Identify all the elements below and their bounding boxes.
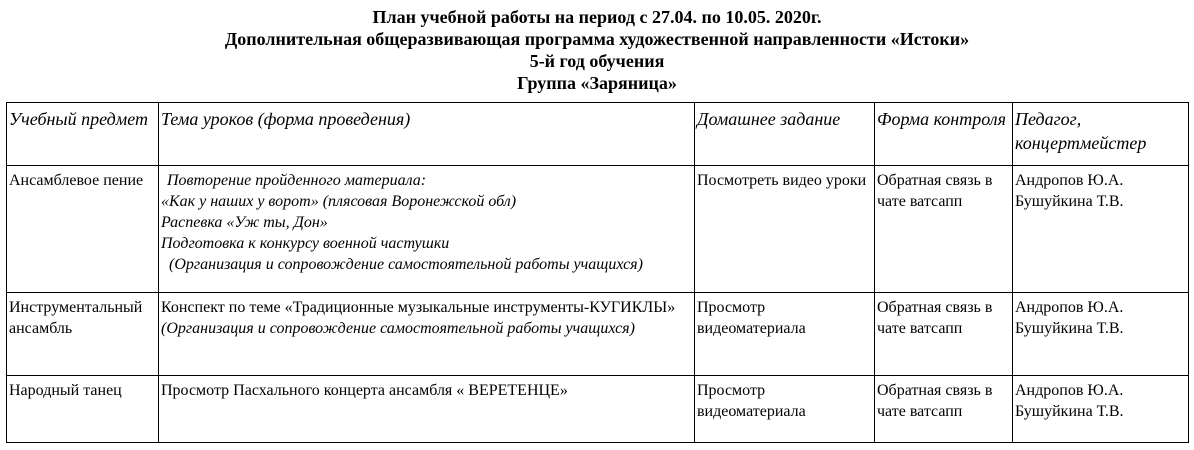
teacher-name: Андропов Ю.А. [1015,382,1124,399]
subject-cell: Ансамблевое пение [7,166,159,293]
subject-cell: Народный танец [7,376,159,443]
document-header [0,6,1194,94]
column-header-subject: Учебный предмет [7,103,159,166]
topic-cell [159,166,695,293]
subject-cell: Инструментальный ансамбль [7,293,159,376]
teacher-cell [1013,166,1189,293]
table-header-row [7,103,1189,166]
table-row [7,376,1189,443]
topic-line: Повторение пройденного материала: [167,172,427,189]
table-row [7,293,1189,376]
homework-cell: Просмотр видеоматериала [695,293,875,376]
teacher-name: Бушуйкина Т.В. [1015,403,1124,420]
topic-line: Подготовка к конкурсу военной частушки [161,235,450,252]
teacher-name: Андропов Ю.А. [1015,299,1124,316]
homework-cell: Посмотреть видео уроки [695,166,875,293]
teacher-name: Бушуйкина Т.В. [1015,193,1124,210]
topic-line: Распевка «Уж ты, Дон» [161,214,328,231]
column-header-teacher: Педагог, концертмейстер [1013,103,1189,166]
teacher-name: Бушуйкина Т.В. [1015,320,1124,337]
column-header-topic: Тема уроков (форма проведения) [159,103,695,166]
topic-text: Конспект по теме «Традиционные музыкальные инструменты-КУГИКЛЫ» [161,299,676,316]
topic-line: «Как у наших у ворот» (плясовая Воронежской обл) [161,193,517,210]
control-cell: Обратная связь в чате ватсапп [875,166,1013,293]
program-title: Дополнительная общеразвивающая программа художественной направленности «Истоки» [224,29,970,49]
teacher-cell [1013,376,1189,443]
plan-title: План учебной работы на период с 27.04. по 10.05. 2020г. [372,7,822,27]
study-plan-table [6,102,1189,443]
topic-cell [159,293,695,376]
homework-cell: Просмотр видеоматериала [695,376,875,443]
group-name: Группа «Заряница» [517,73,677,93]
teacher-cell [1013,293,1189,376]
column-header-homework: Домашнее задание [695,103,875,166]
table-row [7,166,1189,293]
topic-line: (Организация и сопровождение самостоятельной работы учащихся) [169,256,643,273]
study-year: 5-й год обучения [529,51,665,71]
column-header-control: Форма контроля [875,103,1013,166]
teacher-name: Андропов Ю.А. [1015,172,1124,189]
topic-cell: Просмотр Пасхального концерта ансамбля « ВЕРЕТЕНЦЕ» [159,376,695,443]
control-cell: Обратная связь в чате ватсапп [875,376,1013,443]
topic-note: (Организация и сопровождение самостоятельной работы учащихся) [161,320,635,337]
control-cell: Обратная связь в чате ватсапп [875,293,1013,376]
